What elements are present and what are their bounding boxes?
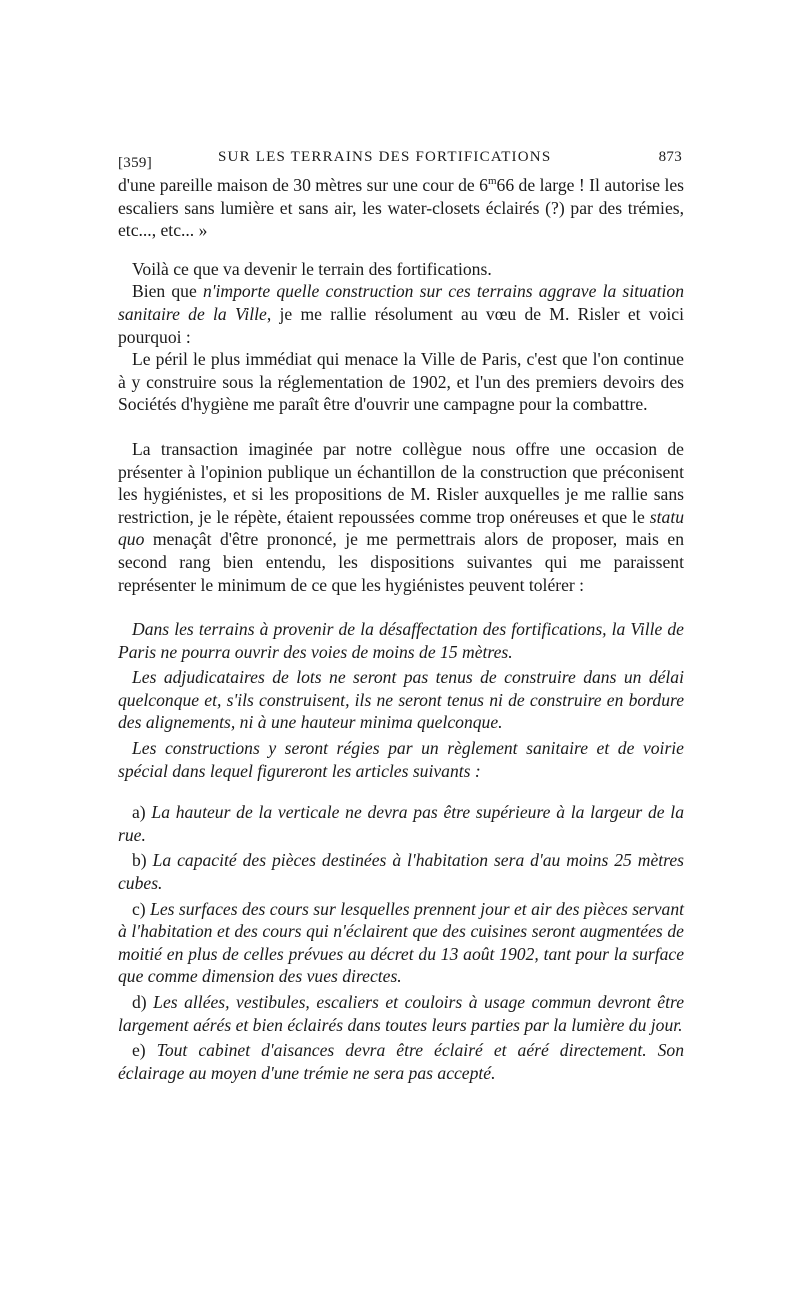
page-header	[118, 146, 684, 174]
article-c: c) Les surfaces des cours sur lesquelles prennent jour et air des pièces servant à l'habitation et des cours qui n'éclairent que des cuisines seront augmentées de moitié en plus de celles prévues au décret du 13 août 1902, tant pour la surface que comme dimension des vues directes.	[118, 898, 685, 987]
proposal-2: Les adjudicataires de lots ne seront pas tenus de construire dans un délai quelconque et, s'ils construisent, ils ne seront tenus ni de construire en bordure des alignements, ni à une hauteur minima quelconque.	[118, 667, 684, 733]
running-title: SUR LES TERRAINS DES FORTIFICATIONS	[218, 149, 552, 165]
paragraph-2: Bien que n'importe quelle construction sur ces terrains aggrave la situation sanitaire de la Ville, je me rallie résolument au vœu de M. Risler et voici pourquoi :	[118, 281, 684, 347]
page-number-bracketed: [359]	[118, 155, 152, 171]
paragraph-4: La transaction imaginée par notre collègue nous offre une occasion de présenter à l'opinion publique un échantillon de la construction que préconisent les hygiénistes, et si les propositions de M. Risler auxquelles je me rallie sans restriction, je le répète, étaient repoussées comme trop onéreuses et que le statu quo menaçât d'être prononcé, je me permettrais alors de proposer, mais en second rang bien entendu, les dispositions suivantes qui me paraissent représenter le minimum de ce que les hygiénistes peuvent tolérer :	[118, 438, 684, 595]
article-d: d) Les allées, vestibules, escaliers et couloirs à usage commun devront être largement aérés et bien éclairés dans toutes leurs parties par la lumière du jour.	[118, 992, 684, 1035]
paragraph-1: Voilà ce que va devenir le terrain des fortifications.	[132, 258, 492, 279]
book-page	[118, 146, 684, 1087]
article-a: a) La hauteur de la verticale ne devra pas être supérieure à la largeur de la rue.	[118, 802, 684, 845]
article-b: b) La capacité des pièces destinées à l'habitation sera d'au moins 25 mètres cubes.	[118, 850, 684, 894]
page-number: 873	[658, 149, 682, 165]
proposal-1: Dans les terrains à provenir de la désaffectation des fortifications, la Ville de Paris ne pourra ouvrir des voies de moins de 15 mètres.	[118, 619, 684, 662]
paragraph-3: Le péril le plus immédiat qui menace la Ville de Paris, c'est que l'on continue à y construire sous la réglementation de 1902, et l'un des premiers devoirs des Sociétés d'hygiène me paraît être d'ouvrir une campagne pour la combattre.	[118, 349, 684, 415]
proposal-3: Les constructions y seront régies par un règlement sanitaire et de voirie spécial dans lequel figureront les articles suivants :	[118, 738, 684, 781]
article-e: e) Tout cabinet d'aisances devra être éclairé et aéré directement. Son éclairage au moyen d'une trémie ne sera pas accepté.	[118, 1040, 684, 1083]
quote-continuation: d'une pareille maison de 30 mètres sur une cour de 6$^m$66 de large ! Il autorise les escaliers sans lumière et sans air, les water-closets éclairés (?) par des trémies, etc..., etc... »	[118, 175, 685, 241]
